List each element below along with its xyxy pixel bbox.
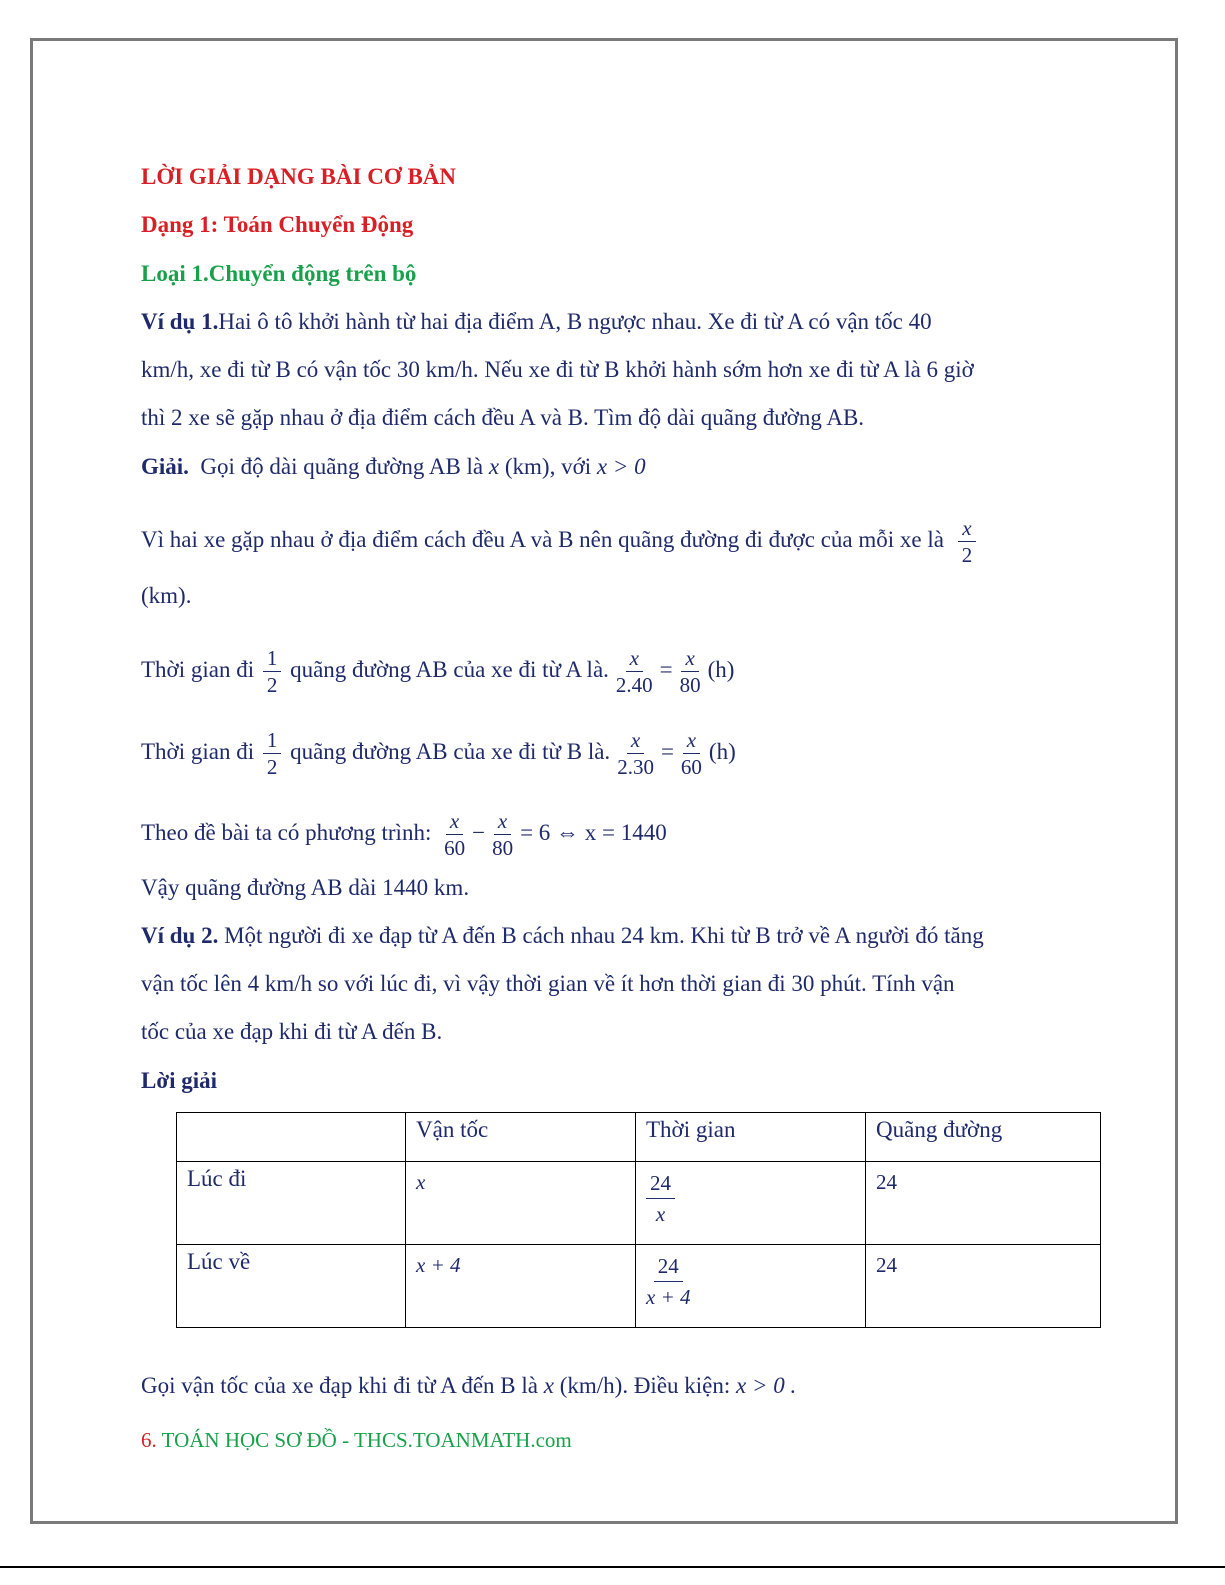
half-distance-fraction [958, 515, 977, 568]
time-b-fraction-1 [613, 727, 658, 780]
fraction-denominator: 2 [266, 755, 278, 779]
minus-sign: − [472, 819, 486, 845]
footer-text: TOÁN HỌC SƠ ĐỒ - THCS.TOANMATH.com [161, 1428, 572, 1452]
equation-pre: Theo đề bài ta có phương trình: [141, 819, 432, 845]
condition-var: x [543, 1373, 554, 1398]
fraction-denominator: x [655, 1202, 666, 1226]
fraction-numerator: 1 [263, 727, 282, 754]
table-row [177, 1162, 1101, 1245]
example2-text1: Một người đi xe đạp từ A đến B cách nhau 24 km. Khi từ B trở về A người đó tăng [224, 923, 984, 948]
fraction-denominator: 2 [266, 673, 278, 697]
fraction-numerator: x [627, 727, 644, 754]
meeting-point-line [141, 515, 979, 568]
example1-line3: thì 2 xe sẽ gặp nhau ở địa điểm cách đều A và B. Tìm độ dài quãng đường AB. [141, 405, 865, 430]
page-footer [141, 1428, 572, 1453]
solution-text1: Gọi độ dài quãng đường AB là [200, 454, 484, 479]
distance-cell: 24 [866, 1245, 1101, 1328]
speed-cell: x + 4 [406, 1245, 636, 1328]
distance-cell: 24 [866, 1162, 1101, 1245]
fraction-denominator: x + 4 [646, 1285, 691, 1309]
time-a-fraction-1 [612, 645, 657, 698]
solution-condition: x > 0 [596, 454, 646, 479]
page-number: 6. [141, 1428, 157, 1452]
fraction-numerator: 24 [654, 1251, 683, 1282]
example1-label: Ví dụ 1. [141, 309, 219, 334]
equation-result: = 6 ⇔ x = 1440 [520, 819, 667, 845]
dang-title: Dạng 1: Toán Chuyển Động [141, 212, 414, 237]
fraction-numerator: x [494, 808, 511, 835]
example2-label: Ví dụ 2. [141, 923, 219, 948]
fraction-denominator: 60 [680, 755, 702, 779]
equation-line [141, 808, 667, 861]
time-b-fraction-2 [677, 727, 706, 780]
equals-sign: = [659, 656, 673, 682]
example1-line2: km/h, xe đi từ B có vận tốc 30 km/h. Nếu xe đi từ B khởi hành sớm hơn xe đi từ A là 6 giờ [141, 357, 974, 382]
fraction-numerator: x [446, 808, 463, 835]
section-heading: LỜI GIẢI DẠNG BÀI CƠ BẢN [141, 164, 457, 189]
solution-text2: (km), với [504, 454, 592, 479]
time-a-unit: (h) [707, 656, 735, 682]
example1-text1: Hai ô tô khởi hành từ hai địa điểm A, B ngược nhau. Xe đi từ A có vận tốc 40 [218, 309, 932, 334]
table-header-cell: Vận tốc [406, 1113, 636, 1162]
time-fraction [646, 1251, 691, 1312]
row-label: Lúc đi [177, 1162, 406, 1245]
time-cell [636, 1162, 866, 1245]
condition-text2: (km/h). Điều kiện: [559, 1373, 731, 1398]
solution-var: x [488, 454, 500, 479]
fraction-numerator: 1 [263, 645, 282, 672]
loai-title: Loại 1.Chuyển động trên bộ [141, 261, 417, 286]
fraction-denominator: 2.30 [617, 755, 654, 779]
condition-line [141, 1371, 796, 1401]
fraction-denominator: 2.40 [615, 673, 653, 697]
table-header-cell: Thời gian [636, 1113, 866, 1162]
example2-line3: tốc của xe đạp khi đi từ A đến B. [141, 1019, 443, 1044]
half-fraction-b [263, 727, 282, 780]
example1-line1 [141, 307, 932, 337]
solution-table [176, 1112, 1101, 1328]
equation-fraction-1 [440, 808, 469, 861]
meeting-unit: (km). [141, 583, 192, 608]
table-header-cell [177, 1113, 406, 1162]
table-row [177, 1245, 1101, 1328]
time-a-mid: quãng đường AB của xe đi từ A là. [290, 656, 609, 682]
time-fraction [646, 1168, 675, 1229]
time-b-mid: quãng đường AB của xe đi từ B là. [290, 738, 611, 764]
fraction-denominator: 60 [444, 836, 466, 860]
conclusion-1: Vậy quãng đường AB dài 1440 km. [141, 875, 470, 900]
condition-value: x > 0 . [736, 1373, 797, 1398]
solution-intro [141, 452, 646, 482]
condition-text1: Gọi vận tốc của xe đạp khi đi từ A đến B là [141, 1373, 538, 1398]
table-header-row [177, 1113, 1101, 1162]
equals-sign: = [660, 738, 674, 764]
fraction-numerator: x [683, 727, 700, 754]
example2-line2: vận tốc lên 4 km/h so với lúc đi, vì vậy thời gian về ít hơn thời gian đi 30 phút. Tính vận [141, 971, 955, 996]
time-cell [636, 1245, 866, 1328]
fraction-denominator: 80 [679, 673, 701, 697]
fraction-numerator: x [681, 645, 698, 672]
meeting-text: Vì hai xe gặp nhau ở địa điểm cách đều A và B nên quãng đường đi được của mỗi xe là [141, 526, 944, 552]
table-header-cell: Quãng đường [866, 1113, 1101, 1162]
fraction-denominator: 2 [961, 543, 973, 567]
equation-fraction-2 [488, 808, 517, 861]
time-b-unit: (h) [708, 738, 736, 764]
fraction-numerator: 24 [646, 1168, 675, 1199]
time-b-line [141, 727, 736, 780]
time-a-fraction-2 [676, 645, 705, 698]
example2-line1 [141, 921, 984, 951]
fraction-denominator: 80 [492, 836, 514, 860]
solution-label: Giải. [141, 454, 189, 479]
fraction-numerator: x [626, 645, 643, 672]
time-b-pre: Thời gian đi [141, 738, 255, 764]
fraction-numerator: x [958, 515, 975, 542]
time-a-line [141, 645, 734, 698]
row-label: Lúc về [177, 1245, 406, 1328]
time-a-pre: Thời gian đi [141, 656, 255, 682]
solution-heading-2: Lời giải [141, 1068, 217, 1093]
bottom-rule [0, 1566, 1225, 1568]
half-fraction-a [263, 645, 282, 698]
speed-cell: x [406, 1162, 636, 1245]
